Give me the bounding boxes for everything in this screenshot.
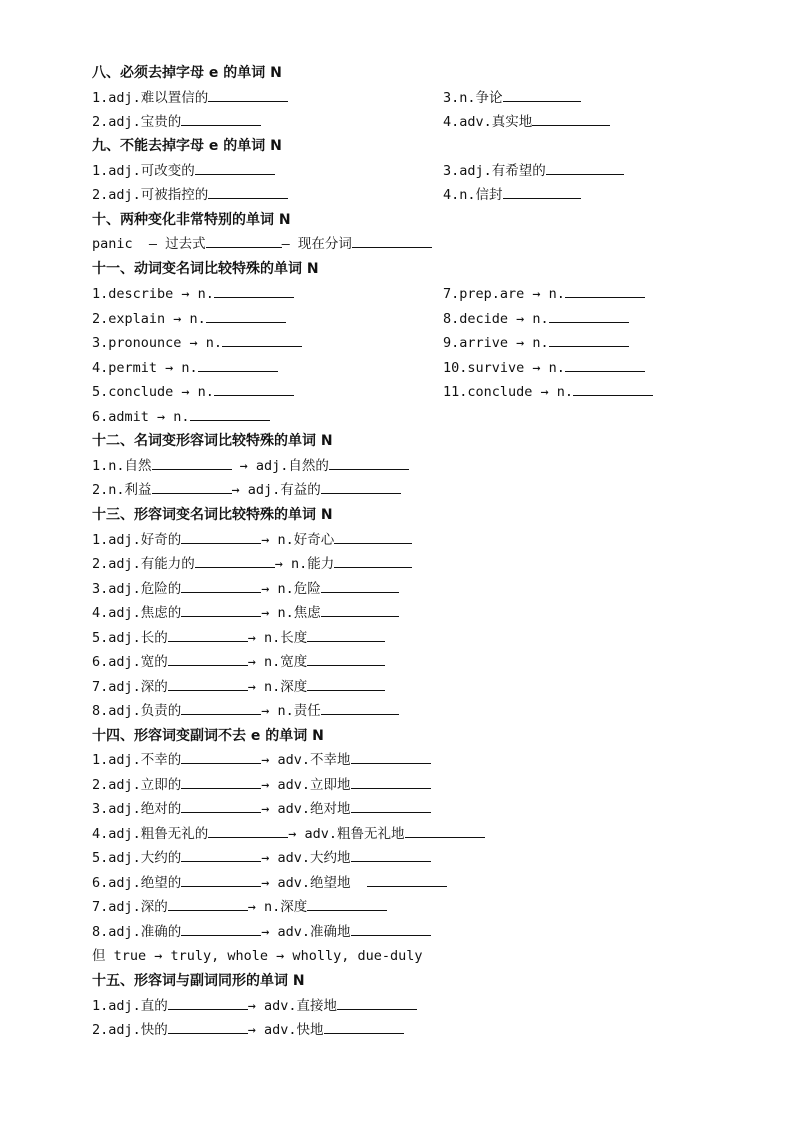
answer-blank[interactable] [222,332,302,347]
answer-blank[interactable] [565,357,645,372]
answer-blank[interactable] [351,774,431,789]
exercise-row: 1.describe → n. 7.prep.are → n. [92,283,732,305]
answer-blank[interactable] [181,847,261,862]
answer-blank[interactable] [549,308,629,323]
answer-blank[interactable] [181,749,261,764]
answer-blank[interactable] [214,381,294,396]
answer-blank[interactable] [321,602,399,617]
section-heading: 十四、形容词变副词不去 e 的单词 N [92,728,324,744]
exercise-row: 2.adj.宝贵的 4.adv.真实地 [92,111,732,133]
exercise-row: 1.adj.可改变的 3.adj.有希望的 [92,160,732,182]
answer-blank[interactable] [337,995,417,1010]
answer-blank[interactable] [181,921,261,936]
answer-blank[interactable] [181,798,261,813]
answer-blank[interactable] [546,160,624,175]
answer-blank[interactable] [503,184,581,199]
answer-blank[interactable] [324,1019,404,1034]
answer-blank[interactable] [307,651,385,666]
answer-blank[interactable] [532,111,610,126]
section-heading: 十一、动词变名词比较特殊的单词 N [92,261,319,277]
exercise-row: 8.adj.负责的 → n.责任 [92,700,732,722]
answer-blank[interactable] [307,627,385,642]
answer-blank[interactable] [181,111,261,126]
exercise-row: 7.adj.深的 → n.深度 [92,896,732,918]
exercise-row: 1.adj.直的 → adv.直接地 [92,995,732,1017]
section-heading: 十五、形容词与副词同形的单词 N [92,973,305,989]
exercise-row: 1.n.自然 → adj.自然的 [92,455,732,477]
answer-blank[interactable] [152,455,232,470]
answer-blank[interactable] [352,233,432,248]
answer-blank[interactable] [214,283,294,298]
answer-blank[interactable] [181,774,261,789]
answer-blank[interactable] [206,308,286,323]
section-heading: 十、两种变化非常特别的单词 N [92,212,291,228]
answer-blank[interactable] [168,627,248,642]
answer-blank[interactable] [307,676,385,691]
answer-blank[interactable] [168,995,248,1010]
exercise-row: 4.adj.粗鲁无礼的 → adv.粗鲁无礼地 [92,823,732,845]
answer-blank[interactable] [198,357,278,372]
answer-blank[interactable] [195,160,275,175]
answer-blank[interactable] [351,749,431,764]
answer-blank[interactable] [321,479,401,494]
note-line: 但 true → truly, whole → wholly, due-duly [92,948,423,964]
answer-blank[interactable] [208,823,288,838]
exercise-row: 6.adj.宽的 → n.宽度 [92,651,732,673]
exercise-row: 1.adj.不幸的 → adv.不幸地 [92,749,732,771]
answer-blank[interactable] [351,847,431,862]
exercise-row: 5.conclude → n. 11.conclude → n. [92,381,732,403]
answer-blank[interactable] [573,381,653,396]
answer-blank[interactable] [168,1019,248,1034]
exercise-row: 2.n.利益 → adj.有益的 [92,479,732,501]
exercise-row: 6.adj.绝望的 → adv.绝望地 [92,872,732,894]
answer-blank[interactable] [405,823,485,838]
exercise-row: 2.adj.有能力的 → n.能力 [92,553,732,575]
answer-blank[interactable] [168,651,248,666]
exercise-row: 2.adj.可被指控的 4.n.信封 [92,184,732,206]
exercise-row: 4.permit → n. 10.survive → n. [92,357,732,379]
exercise-row: 1.adj.好奇的 → n.好奇心 [92,529,732,551]
exercise-row: 3.adj.绝对的 → adv.绝对地 [92,798,732,820]
exercise-row: 2.adj.快的 → adv.快地 [92,1019,732,1041]
answer-blank[interactable] [549,332,629,347]
answer-blank[interactable] [565,283,645,298]
exercise-row: 7.adj.深的 → n.深度 [92,676,732,698]
exercise-row: 5.adj.大约的 → adv.大约地 [92,847,732,869]
answer-blank[interactable] [195,553,275,568]
answer-blank[interactable] [168,896,248,911]
answer-blank[interactable] [206,233,282,248]
answer-blank[interactable] [152,479,232,494]
answer-blank[interactable] [181,578,261,593]
answer-blank[interactable] [503,87,581,102]
exercise-row: panic — 过去式 — 现在分词 [92,233,732,255]
answer-blank[interactable] [190,406,270,421]
answer-blank[interactable] [307,896,387,911]
answer-blank[interactable] [334,553,412,568]
answer-blank[interactable] [321,578,399,593]
answer-blank[interactable] [351,921,431,936]
answer-blank[interactable] [181,529,261,544]
section-heading: 十二、名词变形容词比较特殊的单词 N [92,433,333,449]
answer-blank[interactable] [168,676,248,691]
exercise-row: 2.adj.立即的 → adv.立即地 [92,774,732,796]
answer-blank[interactable] [351,798,431,813]
answer-blank[interactable] [181,700,261,715]
exercise-row: 2.explain → n. 8.decide → n. [92,308,732,330]
exercise-row: 4.adj.焦虑的 → n.焦虑 [92,602,732,624]
answer-blank[interactable] [181,872,261,887]
section-heading: 九、不能去掉字母 e 的单词 N [92,138,282,154]
answer-blank[interactable] [321,700,399,715]
exercise-row: 5.adj.长的 → n.长度 [92,627,732,649]
section-heading: 十三、形容词变名词比较特殊的单词 N [92,507,333,523]
exercise-row: 3.pronounce → n. 9.arrive → n. [92,332,732,354]
answer-blank[interactable] [367,872,447,887]
answer-blank[interactable] [208,87,288,102]
section-heading: 八、必须去掉字母 e 的单词 N [92,65,282,81]
answer-blank[interactable] [329,455,409,470]
exercise-row: 3.adj.危险的 → n.危险 [92,578,732,600]
answer-blank[interactable] [208,184,288,199]
answer-blank[interactable] [334,529,412,544]
exercise-row: 6.admit → n. [92,406,732,428]
exercise-row: 1.adj.难以置信的 3.n.争论 [92,87,732,109]
answer-blank[interactable] [181,602,261,617]
exercise-row: 8.adj.准确的 → adv.准确地 [92,921,732,943]
